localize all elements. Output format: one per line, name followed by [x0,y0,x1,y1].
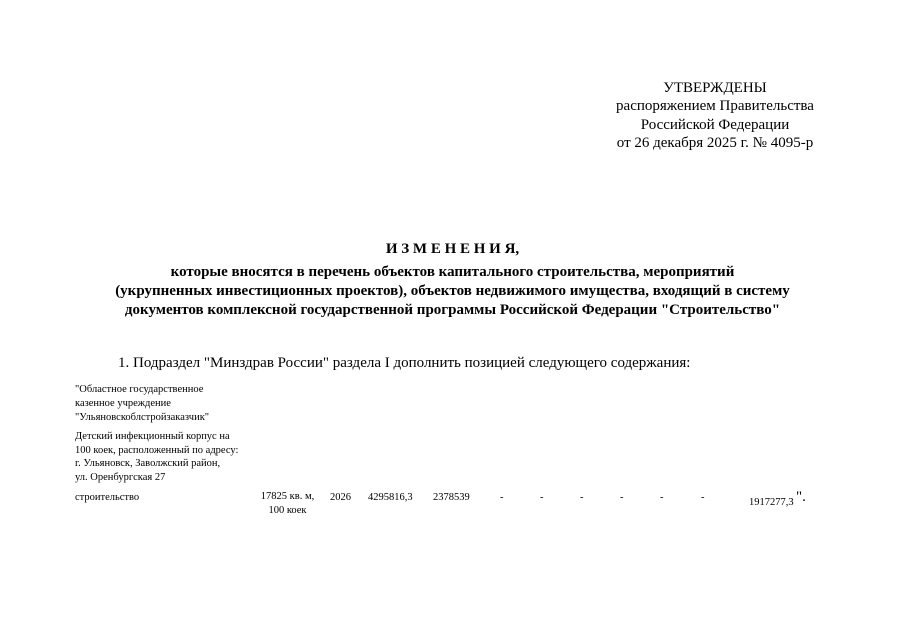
empty-cell-dash: - [500,492,504,503]
approval-date: от 26 декабря 2025 г. № 4095-р [616,134,814,151]
last-value-cell: 1917277,3 [749,497,794,508]
approval-line: распоряжением Правительства [616,98,814,115]
paragraph-1: 1. Подраздел "Минздрав России" раздела I дополнить позицией следующего содержания: [118,355,691,371]
customer-line: "Ульяновскоблстройзаказчик" [75,412,210,423]
approval-line: Российской Федерации [640,116,790,133]
object-line: ул. Оренбургская 27 [75,471,166,483]
approval-title: УТВЕРЖДЕНЫ [663,80,767,96]
empty-cell-dash: - [580,492,584,503]
subtitle-line: которые вносятся в перечень объектов капитального строительства, мероприятий [170,264,735,280]
customer-line: "Областное государственное [75,384,204,395]
object-line: г. Ульяновск, Заволжский район, [75,458,221,469]
approval-block [595,79,835,152]
subtitle-line: (укрупненных инвестиционных проектов), объектов недвижимого имущества, входящий в систему [115,283,790,299]
customer-line: казенное учреждение [75,398,171,409]
empty-cell-dash: - [620,492,624,503]
closing-quote: ". [796,489,806,505]
capacity-area: 17825 кв. м, [260,491,315,502]
document-subtitle [0,263,905,320]
object-line: 100 коек, расположенный по адресу: [75,444,239,456]
year-cell: 2026 [330,492,351,503]
empty-cell-dash: - [660,492,664,503]
object-cell [75,430,238,484]
work-type-cell: строительство [75,492,140,503]
object-line: Детский инфекционный корпус на [75,431,230,442]
capacity-cell [250,490,325,518]
total-cell: 4295816,3 [368,492,413,503]
customer-cell [75,383,209,425]
capacity-beds: 100 коек [268,505,307,516]
empty-cell-dash: - [540,492,544,503]
amount-cell: 2378539 [433,492,470,503]
empty-cell-dash: - [701,492,705,503]
subtitle-line: документов комплексной государственной программы Российской Федерации "Строительство" [124,302,781,318]
document-title: И З М Е Н Е Н И Я, [385,241,520,257]
